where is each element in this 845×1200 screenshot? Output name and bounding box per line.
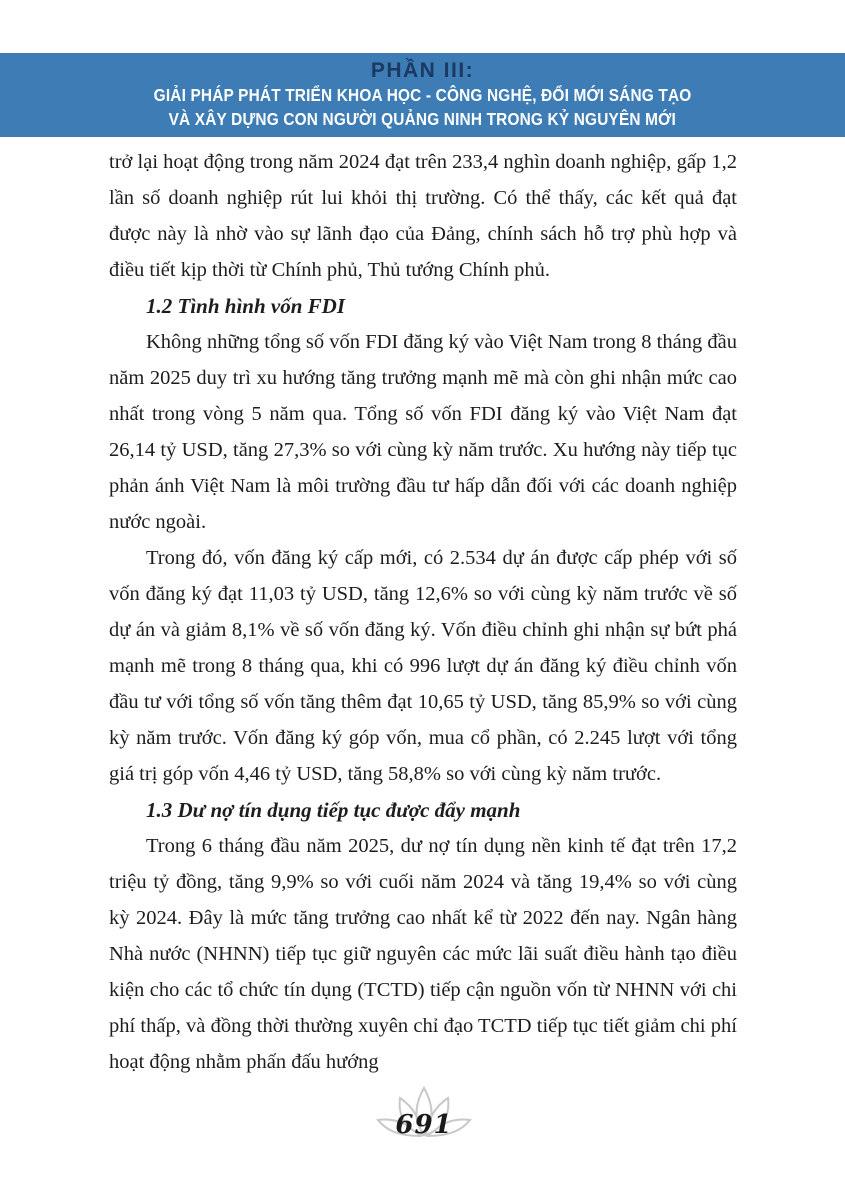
banner-subtitle-line-1: GIẢI PHÁP PHÁT TRIỂN KHOA HỌC - CÔNG NGHỆ, ĐỔI MỚI SÁNG TẠO	[153, 85, 692, 105]
paragraph-fdi-detail: Trong đó, vốn đăng ký cấp mới, có 2.534 dự án được cấp phép với số vốn đăng ký đạt 11,03 tỷ USD, tăng 12,6% so với cùng kỳ năm trước về số dự án và giảm 8,1% về số vốn đăng ký. Vốn điều chỉnh ghi nhận sự bứt phá mạnh mẽ trong 8 tháng qua, khi có 996 lượt dự án đăng ký điều chỉnh vốn đầu tư với tổng số vốn tăng thêm đạt 10,65 tỷ USD, tăng 85,9% so với cùng kỳ năm trước. Vốn đăng ký góp vốn, mua cổ phần, có 2.245 lượt với tổng giá trị góp vốn 4,46 tỷ USD, tăng 58,8% so với cùng kỳ năm trước.	[109, 547, 737, 785]
banner-subtitle-line-2: VÀ XÂY DỰNG CON NGƯỜI QUẢNG NINH TRONG KỶ NGUYÊN MỚI	[168, 109, 677, 129]
page-footer-ornament	[372, 1086, 476, 1152]
page-body-text	[109, 144, 737, 1080]
paragraph-fdi-overview: Không những tổng số vốn FDI đăng ký vào Việt Nam trong 8 tháng đầu năm 2025 duy trì xu hướng tăng trưởng mạnh mẽ mà còn ghi nhận mức cao nhất trong vòng 5 năm qua. Tổng số vốn FDI đăng ký vào Việt Nam đạt 26,14 tỷ USD, tăng 27,3% so với cùng kỳ năm trước. Xu hướng này tiếp tục phản ánh Việt Nam là môi trường đầu tư hấp dẫn đối với các doanh nghiệp nước ngoài.	[109, 331, 737, 533]
part-label: PHẦN III:	[370, 59, 475, 82]
paragraph-continuation: trở lại hoạt động trong năm 2024 đạt trên 233,4 nghìn doanh nghiệp, gấp 1,2 lần số doanh nghiệp rút lui khỏi thị trường. Có thể thấy, các kết quả đạt được này là nhờ vào sự lãnh đạo của Đảng, chính sách hỗ trợ phù hợp và điều tiết kịp thời từ Chính phủ, Thủ tướng Chính phủ.	[109, 151, 737, 281]
section-heading-1-2: 1.2 Tình hình vốn FDI	[146, 294, 345, 318]
page-number: 691	[395, 1110, 453, 1140]
section-header-banner	[0, 53, 845, 137]
section-heading-1-3: 1.3 Dư nợ tín dụng tiếp tục được đẩy mạnh	[146, 798, 521, 822]
paragraph-credit-growth: Trong 6 tháng đầu năm 2025, dư nợ tín dụng nền kinh tế đạt trên 17,2 triệu tỷ đồng, tăng 9,9% so với cuối năm 2024 và tăng 19,4% so với cùng kỳ 2024. Đây là mức tăng trưởng cao nhất kể từ 2022 đến nay. Ngân hàng Nhà nước (NHNN) tiếp tục giữ nguyên các mức lãi suất điều hành tạo điều kiện cho các tổ chức tín dụng (TCTD) tiếp cận nguồn vốn từ NHNN với chi phí thấp, và đồng thời thường xuyên chỉ đạo TCTD tiếp tục tiết giảm chi phí hoạt động nhằm phấn đấu hướng	[109, 835, 737, 1073]
